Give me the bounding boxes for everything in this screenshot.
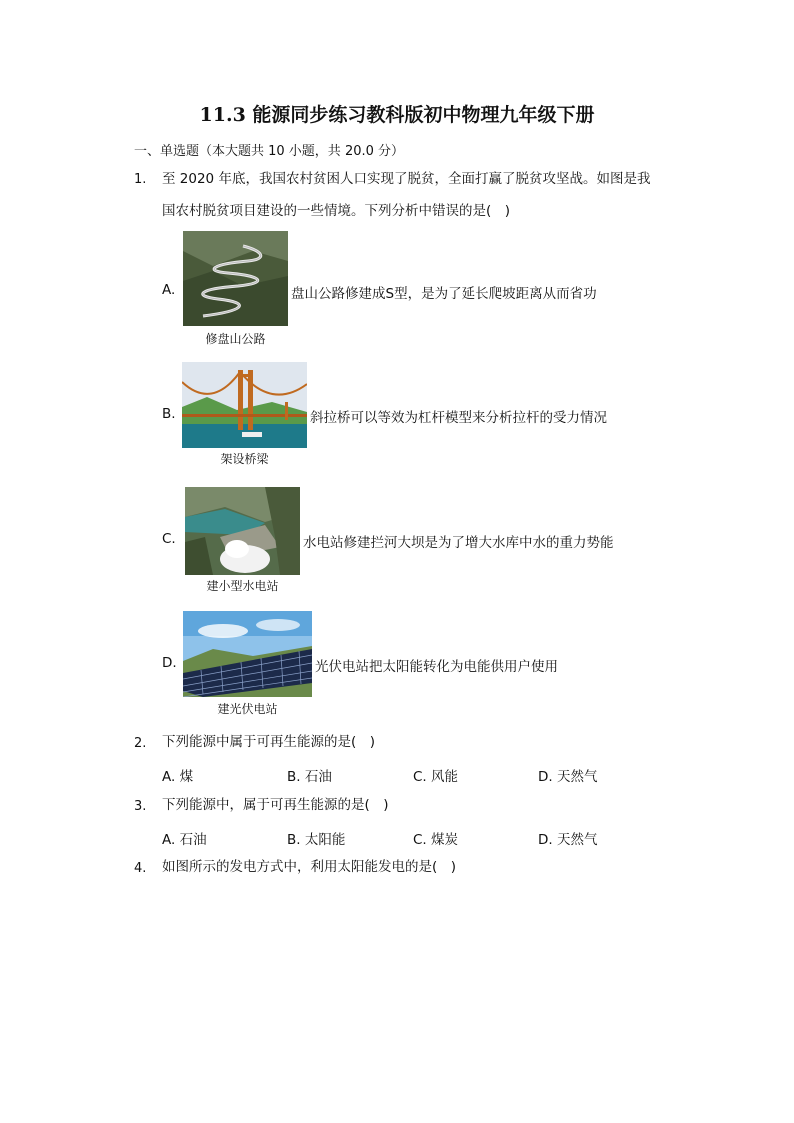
option-b-text: 斜拉桥可以等效为杠杆模型来分析拉杆的受力情况 [310, 410, 607, 426]
question-3-choice-c[interactable]: C. 煤炭 [413, 832, 459, 848]
question-4-number: 4. [134, 861, 147, 876]
option-b-letter: B. [162, 406, 176, 422]
question-2-choice-c[interactable]: C. 风能 [413, 769, 459, 785]
question-1-line-2: 国农村脱贫项目建设的一些情境。下列分析中错误的是( ) [162, 203, 511, 219]
option-d-letter: D. [162, 655, 177, 671]
option-c-text: 水电站修建拦河大坝是为了增大水库中水的重力势能 [303, 535, 614, 551]
question-1-number: 1. [134, 172, 147, 187]
question-2-number: 2. [134, 736, 147, 751]
mountain-road-image [183, 231, 288, 326]
option-a-letter: A. [162, 282, 176, 298]
question-2-choice-a[interactable]: A. 煤 [162, 769, 194, 785]
question-1-line-1: 至 2020 年底，我国农村贫困人口实现了脱贫，全面打赢了脱贫攻坚战。如图是我 [162, 171, 651, 187]
option-d-caption: 建光伏电站 [217, 702, 278, 716]
option-a-text: 盘山公路修建成S型，是为了延长爬坡距离从而省功 [291, 286, 597, 302]
option-c-caption: 建小型水电站 [206, 579, 279, 593]
option-c-letter: C. [162, 531, 176, 547]
page-title: 11.3 能源同步练习教科版初中物理九年级下册 [199, 104, 595, 126]
question-2-text: 下列能源中属于可再生能源的是( ) [162, 734, 376, 750]
question-4-text: 如图所示的发电方式中，利用太阳能发电的是( ) [162, 859, 457, 875]
question-3-choice-d[interactable]: D. 天然气 [538, 832, 598, 848]
section-heading: 一、单选题（本大题共 10 小题，共 20.0 分） [134, 144, 405, 159]
solar-panel-image [183, 611, 312, 697]
option-a-caption: 修盘山公路 [205, 332, 266, 346]
question-3-choice-a[interactable]: A. 石油 [162, 832, 207, 848]
question-2-choice-b[interactable]: B. 石油 [287, 769, 332, 785]
hydropower-image [185, 487, 300, 575]
question-3-number: 3. [134, 799, 147, 814]
bridge-image [182, 362, 307, 448]
question-2-choice-d[interactable]: D. 天然气 [538, 769, 598, 785]
question-3-choice-b[interactable]: B. 太阳能 [287, 832, 346, 848]
option-b-caption: 架设桥梁 [220, 452, 269, 466]
option-d-text: 光伏电站把太阳能转化为电能供用户使用 [315, 659, 558, 675]
question-3-text: 下列能源中，属于可再生能源的是( ) [162, 797, 389, 813]
